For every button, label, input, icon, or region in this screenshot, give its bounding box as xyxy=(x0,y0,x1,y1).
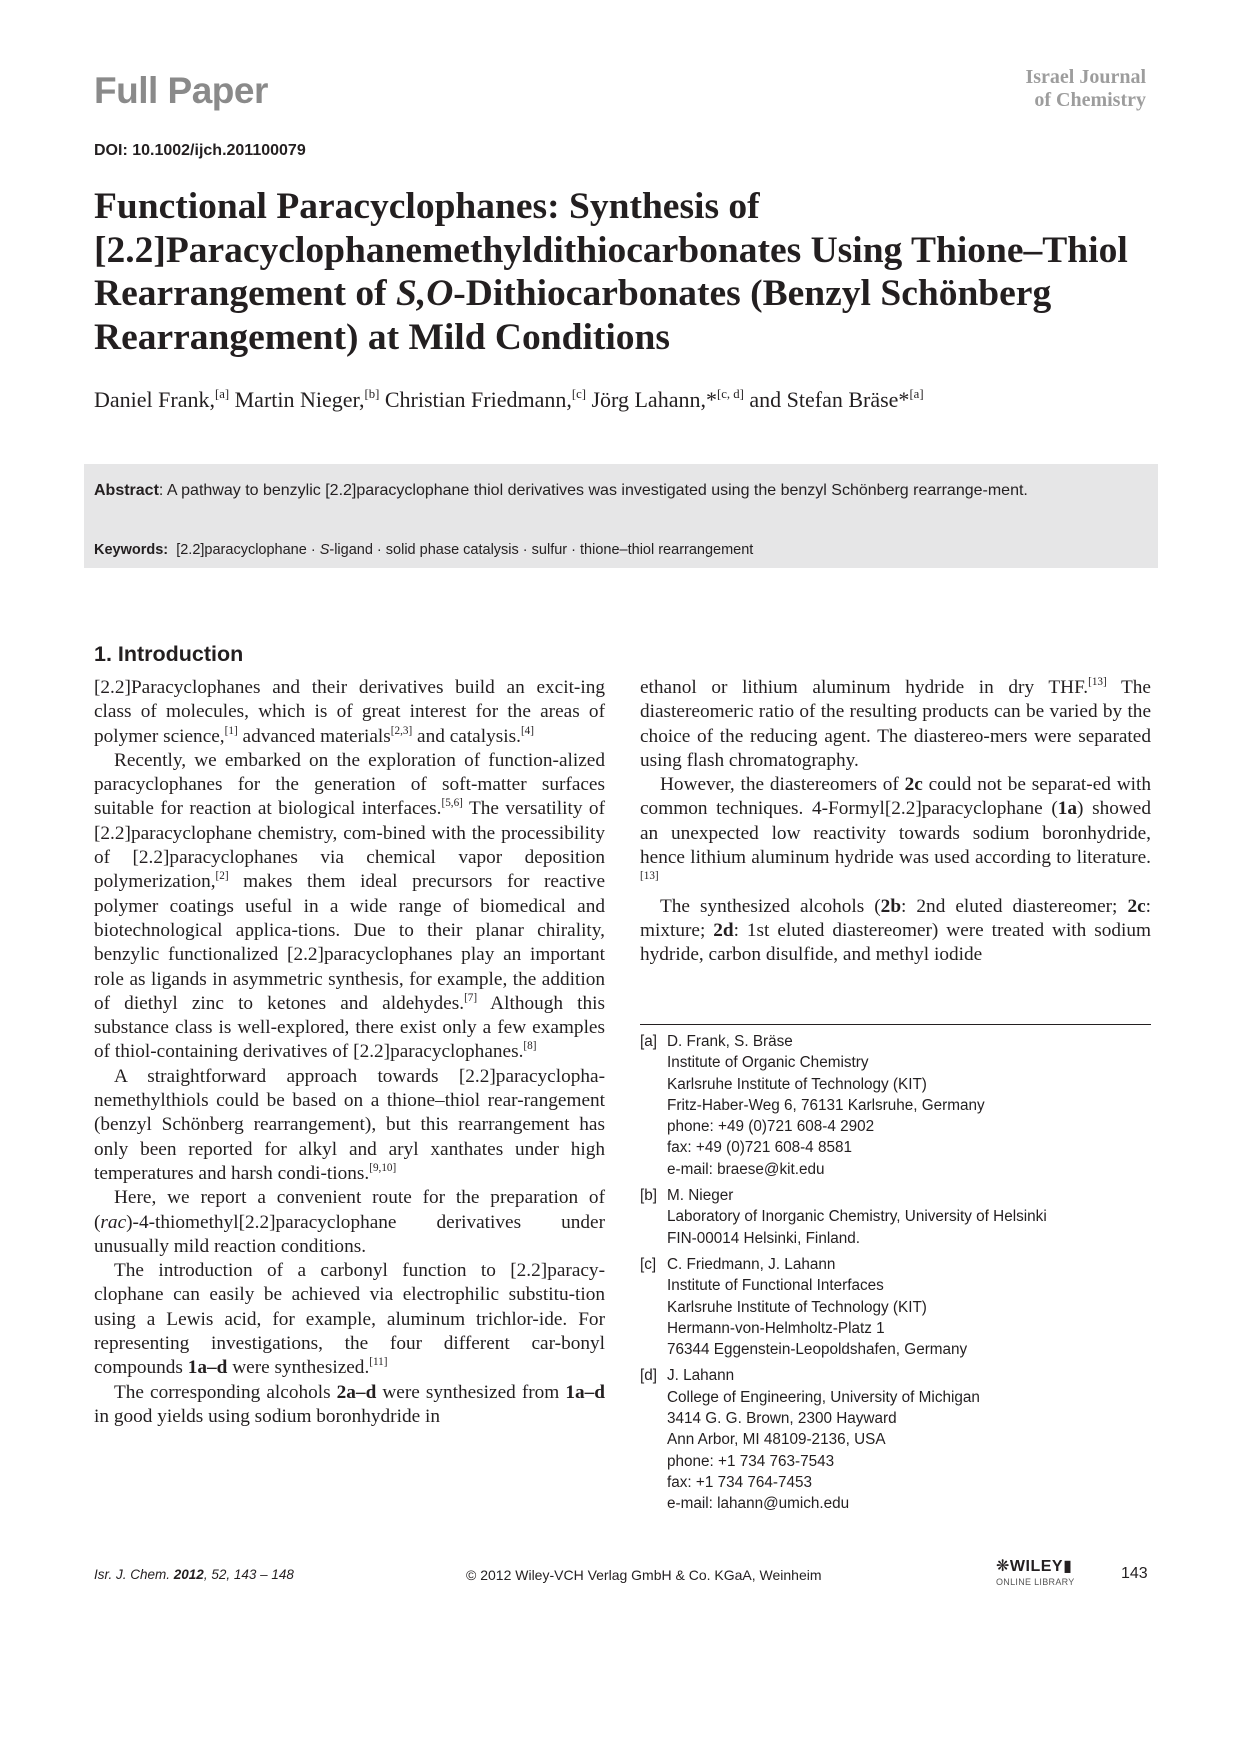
text-run: were synthesized from xyxy=(376,1381,566,1403)
affiliation-line: fax: +1 734 764-7453 xyxy=(667,1473,813,1491)
keyword-separator: · xyxy=(518,542,532,558)
paragraph xyxy=(94,1186,605,1259)
paragraph xyxy=(640,895,1151,968)
affiliation-entry xyxy=(640,1365,1160,1514)
affiliation-line: M. Nieger xyxy=(667,1187,734,1205)
keywords: Keywords: [2.2]paracyclophane · S-ligand · solid phase catalysis · sulfur · thione–thiol rearrangement xyxy=(94,542,754,558)
paper-title xyxy=(94,185,1154,359)
affiliation-line: D. Frank, S. Bräse xyxy=(667,1033,793,1050)
text-run: and catalysis. xyxy=(412,725,521,747)
logo-brand-text: WILEY xyxy=(1009,1558,1064,1575)
text-run: The diastereomeric ratio of the resulting products can be varied by the choice of the reducing agent. The diastereo-mers were separated using flash chromatography. xyxy=(640,677,1151,771)
affiliation-line: Hermann-von-Helmholtz-Platz 1 xyxy=(667,1319,885,1337)
text-run: ( xyxy=(94,1211,101,1233)
footer-copyright: © 2012 Wiley-VCH Verlag GmbH & Co. KGaA, Weinheim xyxy=(466,1567,822,1583)
title-text: -Dithiocarbonates (Benzyl Schönberg Rearrangement) at Mild Conditions xyxy=(94,273,1052,358)
citation[interactable]: [8] xyxy=(523,1040,537,1053)
citation-journal: Isr. J. Chem. xyxy=(94,1567,174,1582)
journal-name-line: Israel Journal xyxy=(1025,66,1146,88)
affiliation-line: Laboratory of Inorganic Chemistry, University of Helsinki xyxy=(667,1208,1047,1226)
text-run: could not be separat-ed with common techniques. 4-Formyl[2.2]paracyclophane ( xyxy=(640,774,1151,820)
affiliation-line: J. Lahann xyxy=(667,1367,735,1385)
book-icon: ▮ xyxy=(1063,1558,1073,1575)
keyword-separator: · xyxy=(372,542,386,558)
logo-brand xyxy=(996,1556,1088,1576)
body-column-left xyxy=(94,676,605,1429)
affiliation-line: phone: +49 (0)721 608-4 2902 xyxy=(667,1118,875,1136)
compound-label: 2b xyxy=(880,895,902,917)
abstract xyxy=(94,478,1149,503)
author-name: Daniel Frank, xyxy=(94,387,215,412)
affiliation-line: College of Engineering, University of Michigan xyxy=(667,1388,980,1406)
text-run: Although this substance class is well-explored, there exist only a few examples of thiol-containing derivatives of [2.2]paracyclophanes. xyxy=(94,992,605,1063)
affiliation-line: 3414 G. G. Brown, 2300 Hayward xyxy=(667,1410,897,1428)
text-run: : mixture; xyxy=(640,895,1151,941)
footer-citation xyxy=(94,1567,294,1582)
compound-label: 2d xyxy=(713,919,734,941)
author-name: Martin Nieger, xyxy=(229,387,365,412)
keyword: sulfur xyxy=(531,542,568,558)
email-line[interactable]: e-mail: braese@kit.edu xyxy=(667,1160,825,1178)
citation-volume-pages: , 52, 143 – 148 xyxy=(203,1567,294,1582)
text-run: The synthesized alcohols ( xyxy=(660,895,881,917)
paragraph xyxy=(94,676,605,749)
text-run: The versatility of [2.2]paracyclophane chemistry, com-bined with the processibility of [2.2]paracyclophanes via chemical vapor deposition polymerization, xyxy=(94,798,605,893)
doi-link[interactable]: DOI: 10.1002/ijch.201100079 xyxy=(94,142,306,159)
affiliation-marker: [c] xyxy=(571,387,586,402)
affiliation-line: phone: +1 734 763-7543 xyxy=(667,1452,835,1470)
paragraph xyxy=(94,749,605,1065)
citation[interactable]: [13] xyxy=(640,870,659,883)
affiliation-marker: [a] xyxy=(909,387,924,402)
text-run: ethanol or lithium aluminum hydride in dry THF. xyxy=(640,677,1089,698)
citation[interactable]: [4] xyxy=(520,724,534,737)
text-run: The introduction of a carbonyl function to [2.2]paracy-clophane can easily be achieved via electrophilic substitu-tion using a Lewis acid, for example, aluminum trichlor-ide. For representing investigations, the four different car-bonyl compounds xyxy=(94,1260,605,1379)
keyword: thione–thiol rearrangement xyxy=(580,542,754,558)
affiliation-line: Karlsruhe Institute of Technology (KIT) xyxy=(667,1298,927,1316)
affiliation-marker: [b] xyxy=(364,387,380,402)
affiliation-tag: [a] xyxy=(640,1033,658,1050)
body-column-right xyxy=(640,676,1151,968)
text-run: advanced materials xyxy=(237,725,391,747)
citation[interactable]: [13] xyxy=(1088,676,1107,689)
keyword: [2.2]paracyclophane xyxy=(176,542,307,558)
compound-label: 1a–d xyxy=(565,1381,605,1403)
text-run: The corresponding alcohols xyxy=(114,1381,337,1403)
citation[interactable]: [9,10] xyxy=(369,1162,397,1175)
keyword: S xyxy=(319,542,330,558)
affiliation-line: fax: +49 (0)721 608-4 8581 xyxy=(667,1139,852,1157)
title-italic: S,O xyxy=(395,273,454,314)
affiliation-line: Institute of Functional Interfaces xyxy=(667,1277,884,1295)
text-run: in good yields using sodium boronhydride in xyxy=(94,1405,440,1427)
journal-name xyxy=(1025,66,1146,112)
author-name: and Stefan Bräse* xyxy=(743,387,910,412)
affiliation-tag: [c] xyxy=(640,1255,657,1273)
paragraph xyxy=(94,1259,605,1380)
text-run: A straightforward approach towards [2.2]paracyclopha-nemethylthiols could be based on a thione–thiol rear-rangement (benzyl Schönberg rearrangement), but this rearrangement has only been reported for alkyl and aryl xanthates under high temperatures and harsh condi-tions. xyxy=(94,1065,605,1184)
abstract-label: Abstract xyxy=(94,482,159,499)
logo-subtitle: ONLINE LIBRARY xyxy=(996,1577,1075,1587)
section-heading: 1. Introduction xyxy=(94,642,244,666)
affiliation-line: Karlsruhe Institute of Technology (KIT) xyxy=(667,1075,927,1093)
citation[interactable]: [7] xyxy=(464,992,478,1005)
citation[interactable]: [11] xyxy=(369,1356,388,1369)
citation[interactable]: [2,3] xyxy=(390,724,413,737)
text-run: [2.2]Paracyclophanes and their derivatives build an excit-ing class of molecules, which is of great interest for the areas of polymer science, xyxy=(94,677,605,747)
keyword-separator: · xyxy=(306,542,320,558)
keyword-separator: · xyxy=(567,542,581,558)
email-line[interactable]: e-mail: lahann@umich.edu xyxy=(667,1495,850,1513)
paragraph xyxy=(640,676,1151,773)
author-list xyxy=(94,387,924,413)
affiliation-line: Ann Arbor, MI 48109-2136, USA xyxy=(667,1431,886,1449)
affiliation-line: Institute of Organic Chemistry xyxy=(667,1054,869,1072)
affiliation-line: FIN-00014 Helsinki, Finland. xyxy=(667,1229,860,1247)
text-run: )-4-thiomethyl[2.2]paracyclophane derivatives under unusually mild reaction conditions. xyxy=(94,1211,605,1257)
text-run: Here, we report a convenient route for the preparation of xyxy=(114,1187,605,1209)
affiliation-line: 76344 Eggenstein-Leopoldshafen, Germany xyxy=(667,1341,968,1359)
page-number: 143 xyxy=(1121,1565,1148,1582)
text-run: However, the diastereomers of xyxy=(660,774,905,796)
journal-name-line: of Chemistry xyxy=(1034,89,1146,111)
affiliation-tag: [d] xyxy=(640,1367,658,1385)
author-name: Jörg Lahann,* xyxy=(586,387,717,412)
article-type-label: Full Paper xyxy=(94,70,268,111)
italic-term: rac xyxy=(100,1211,127,1233)
affiliation-entry xyxy=(640,1185,1160,1249)
affiliation-marker: [a] xyxy=(214,387,230,402)
text-run: were synthesized. xyxy=(227,1357,370,1379)
text-run: ) showed an unexpected low reactivity towards sodium boronhydride, hence lithium aluminum hydride was used according to literature. xyxy=(640,798,1151,869)
affiliation-divider xyxy=(640,1024,1151,1025)
author-name: Christian Friedmann, xyxy=(379,387,572,412)
affiliation-marker: [c, d] xyxy=(716,387,744,402)
compound-label: 1a xyxy=(1057,798,1078,820)
wiley-icon: ❋ xyxy=(996,1558,1010,1575)
citation-year: 2012 xyxy=(173,1567,204,1582)
compound-label: 2c xyxy=(1127,895,1146,917)
text-run: Recently, we embarked on the exploration of function-alized paracyclophanes for the generation of soft-matter surfaces suitable for reaction at biological interfaces. xyxy=(94,749,605,820)
text-run: : 2nd eluted diastereomer; xyxy=(901,895,1128,917)
affiliation-line: C. Friedmann, J. Lahann xyxy=(667,1255,836,1273)
affiliation-list xyxy=(640,1031,1160,1520)
compound-label: 2a–d xyxy=(336,1381,377,1403)
title-text: Functional Paracyclophanes: Synthesis of [2.2]Paracyclophanemethyldithiocarbonates Using Thione–Thiol Rearrangement of xyxy=(94,186,1128,314)
paragraph xyxy=(640,773,1151,894)
keywords-label: Keywords: xyxy=(94,542,169,558)
affiliation-line: Fritz-Haber-Weg 6, 76131 Karlsruhe, Germany xyxy=(667,1096,985,1114)
compound-label: 2c xyxy=(904,774,923,796)
affiliation-entry xyxy=(640,1031,1160,1180)
affiliation-entry xyxy=(640,1254,1160,1360)
citation[interactable]: [2] xyxy=(215,870,229,883)
wiley-online-library-logo[interactable] xyxy=(996,1556,1088,1590)
affiliation-tag: [b] xyxy=(640,1187,658,1205)
text-run: : 1st eluted diastereomer) were treated with sodium hydride, carbon disulfide, and methyl iodide xyxy=(640,919,1151,966)
abstract-body: : A pathway to benzylic [2.2]paracyclophane thiol derivatives was investigated using the benzyl Schönberg rearrange-ment. xyxy=(158,482,1028,499)
compound-label: 1a–d xyxy=(187,1357,228,1379)
keyword: solid phase catalysis xyxy=(385,542,519,558)
text-run: makes them ideal precursors for reactive polymer coatings useful in a wide range of biomedical and biotechnological applica-tions. Due to their planar chirality, benzylic functionalized [2.2]paracyclophanes play an important role as ligands in asymmetric synthesis, for example, the addition of diethyl zinc to ketones and aldehydes. xyxy=(94,871,605,1014)
paragraph xyxy=(94,1381,605,1430)
citation[interactable]: [1] xyxy=(224,724,238,737)
citation[interactable]: [5,6] xyxy=(441,797,463,810)
paragraph xyxy=(94,1065,605,1186)
